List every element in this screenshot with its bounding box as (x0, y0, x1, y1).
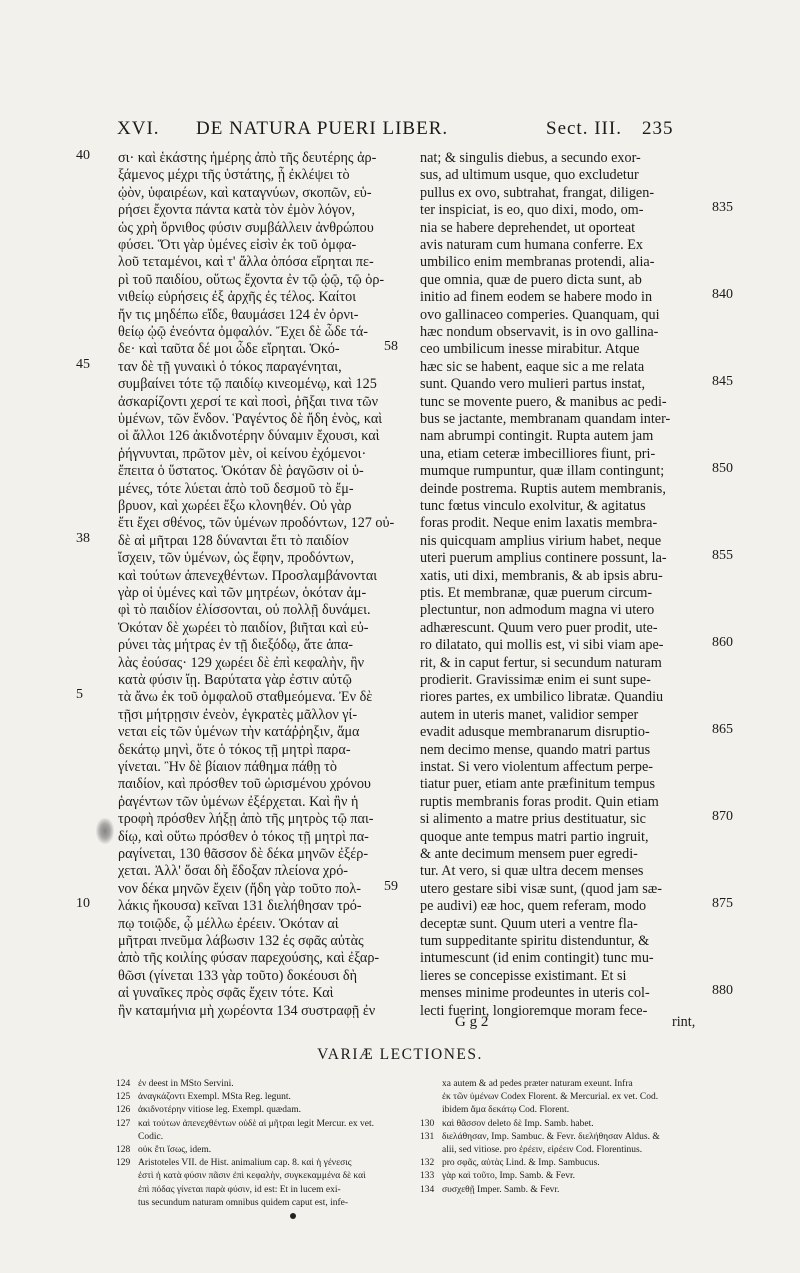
variant-note (420, 1091, 658, 1104)
greek-text-line: δε· καὶ ταῦτα δέ μοι ὧδε εἴρηται. Ὁκό- (118, 341, 340, 358)
latin-text-line: tiatur puer, etiam ante præfinitum tempus (420, 776, 656, 793)
latin-text-line: instat. Si vero violentum affectum perpe- (420, 759, 653, 775)
note-number: 132 (420, 1158, 435, 1169)
latin-text-line: foras prodit. Neque enim laxatis membra- (420, 515, 658, 532)
variant-note (116, 1078, 234, 1091)
latin-text-line: tunc se movente puero, & manibus ac pedi- (420, 393, 667, 410)
latin-text-line: adhærescunt. Quum vero puer prodit, ute- (420, 619, 658, 636)
note-text: ἀκιδνοτέρην vitiose leg. Exempl. quædam. (138, 1105, 301, 1116)
latin-text-line: avis naturam cum humana conferre. Ex (420, 237, 643, 253)
note-text: ibidem ἅμα δεκάτῳ Cod. Florent. (442, 1105, 570, 1116)
latin-text-line: umbilico enim membranas protendi, alia- (420, 254, 655, 271)
greek-text-line: ταν δὲ τῇ γυναικὶ ὁ τόκος παραγένηται, (118, 358, 342, 375)
greek-text-line: ὑμένων, τῶν ἔνδον. Ῥαγέντος δὲ ἤδη ἑνὸς, καὶ (118, 411, 383, 427)
note-number: 133 (420, 1171, 435, 1182)
latin-line-number: 870 (712, 809, 733, 825)
section-marker: 59 (384, 878, 398, 894)
greek-text-line: ρήσει ἔχοντα πάντα κατὰ τὸν ἐμὸν λόγον, (118, 202, 356, 219)
note-text: ἐκ τῶν ὑμένων Codex Florent. & Mercurial. ex vet. Cod. (442, 1092, 659, 1103)
variant-note (420, 1170, 575, 1183)
latin-text-line: autem in uteris manet, validior semper (420, 706, 639, 723)
latin-text-line: ruptis membranis foras prodit. Quin etiam (420, 793, 659, 810)
greek-line-number: 45 (76, 356, 90, 372)
latin-text-line: hæc nondum observavit, is in ovo gallina- (420, 324, 659, 340)
note-number: 124 (116, 1079, 131, 1089)
latin-text-line: plectuntur, non admodum magna vi utero (420, 602, 655, 619)
latin-line-number: 865 (712, 722, 733, 738)
latin-text-line: tur. At vero, si quæ ultra decem menses (420, 863, 644, 880)
note-text: συσχεθῇ Imper. Samb. & Fevr. (442, 1184, 560, 1195)
greek-text-line: ἔπειτα ὁ ὕστατος. Ὁκόταν δὲ ῥαγῶσιν οἱ ὑ- (118, 463, 364, 480)
latin-text-line: una, etiam ceteræ imbecilliores fiunt, pri- (420, 445, 656, 462)
latin-text-line: nam abrumpi contingit. Rupta autem jam (420, 428, 654, 445)
greek-text-line: γίνεται. Ἢν δὲ βίαιον πάθημα πάθῃ τὸ (118, 759, 337, 775)
variant-note (116, 1144, 211, 1157)
latin-text-line: sus, ad ultimum usque, quo excludetur (420, 167, 639, 184)
greek-line-number: 5 (76, 687, 83, 703)
variant-note (116, 1170, 366, 1183)
latin-text-line: que omnia, quæ de puero dicta sunt, ab (420, 271, 642, 288)
note-text: γὰρ καὶ τοῦτο, Imp. Samb. & Fevr. (442, 1171, 575, 1182)
greek-line-number: 40 (76, 148, 90, 163)
variant-note (116, 1157, 352, 1170)
greek-text-line: βρυον, καὶ χωρέει ἔξω κλονηθέν. Οὐ γὰρ (118, 498, 352, 514)
variant-note (420, 1131, 660, 1144)
note-number: 131 (420, 1131, 435, 1142)
latin-text-line: initio ad finem eodem se habere modo in (420, 289, 653, 306)
latin-text-line: quoque ante tempus matri partio ingruit, (420, 828, 649, 845)
note-text: xa autem & ad pedes præter naturam exeunt. Infra (442, 1079, 633, 1089)
latin-text-line: hæc sic se habent, eaque sic a me relata (420, 358, 645, 375)
printer-dot (290, 1213, 296, 1219)
latin-text-line: ter inspiciat, is eo, quo dixi, modo, om- (420, 202, 644, 219)
greek-text-line: τροφὴ πρόσθεν λήξῃ ἀπὸ τῆς μητρὸς τῷ παι- (118, 811, 374, 828)
latin-text-line: tum suppeditante spiritu distenduntur, & (420, 933, 650, 949)
greek-text-line: αἱ γυναῖκες πρὸς σφᾶς ἔχειν τότε. Καὶ (118, 985, 334, 1002)
greek-text-line: φὶ τὸ παιδίον ἐλίσσονται, οὐ πολλῇ δυνάμει. (118, 602, 371, 619)
latin-text-line: intumescunt (id enim contingit) tunc mu- (420, 950, 654, 967)
latin-text-line: utero gestare sibi visæ sunt, (quod jam sæ- (420, 880, 662, 897)
greek-text-line: ραγίνεται, 130 θᾶσσον δὲ δέκα μηνῶν ἐξέρ- (118, 846, 369, 862)
latin-text-line: ptis. Et membranæ, quæ puerum circum- (420, 585, 653, 601)
note-number: 127 (116, 1118, 131, 1129)
variant-note (116, 1091, 291, 1104)
greek-text-line: δίῳ, καὶ οὕτω πρόσθεν ὁ τόκος τῇ μητρὶ πα- (118, 828, 369, 845)
greek-text-line: φύσει. Ὅτι γὰρ ὑμένες εἰσὶν ἐκ τοῦ ὀμφα- (118, 237, 357, 253)
variant-note (420, 1157, 600, 1170)
greek-text-line: λὰς ἐούσας· 129 χωρέει δὲ ἐπὶ κεφαλὴν, ἢν (118, 654, 365, 671)
variant-note (420, 1118, 594, 1131)
latin-text-line: deceptæ sunt. Quum uteri a ventre fla- (420, 915, 638, 932)
page-title: DE NATURA PUERI LIBER. (196, 118, 449, 139)
latin-text-line: nat; & singulis diebus, a secundo exor- (420, 150, 641, 166)
greek-text-line: τὰ ἄνω ἐκ τοῦ ὀμφαλοῦ σταθμεόμενα. Ἐν δὲ (118, 689, 373, 706)
latin-line-number: 880 (712, 983, 733, 999)
latin-line-number: 850 (712, 461, 733, 477)
greek-text-line: μένες, τότε λύεται ἀπὸ τοῦ δεσμοῦ τὸ ἔμ- (118, 480, 354, 497)
note-number: 125 (116, 1092, 131, 1103)
greek-text-line: συμβαίνει τότε τῷ παιδίῳ κινεομένῳ, καὶ 125 (118, 376, 377, 393)
greek-text-line: λάκις ἤκουσα) κεῖναι 131 διελήθησαν τρό- (118, 898, 362, 915)
greek-text-line: ἢν καταμήνια μὴ χωρέοντα 134 συστραφῇ ἐν (118, 1002, 376, 1019)
greek-text-line: νεται εἰς τῶν ὑμένων τὴν κατάῤῥηξιν, ἅμα (118, 724, 360, 741)
variant-note (116, 1184, 341, 1197)
latin-text-line: deinde postrema. Ruptis autem membranis, (420, 480, 666, 497)
latin-text-line: uteri puerum amplius continere possunt, la- (420, 550, 667, 567)
greek-text-line: ἀπὸ τῆς κοιλίης φύσαν παρεχούσης, καὶ ἐξαρ- (118, 950, 380, 967)
variant-note (116, 1118, 374, 1131)
greek-text-line: θῶσι (γίνεται 133 γὰρ τοῦτο) δοκέουσι δὴ (118, 967, 357, 984)
greek-text-line: καὶ τούτων ἀπενεχθέντων. Προσλαμβάνονται (118, 567, 378, 584)
note-text: ἐπὶ πόδας γίνεται παρὰ φύσιν, id est: Et in lucem exi- (138, 1184, 341, 1195)
note-number: 130 (420, 1118, 435, 1129)
latin-line-number: 840 (712, 287, 733, 303)
latin-line-number: 855 (712, 548, 733, 564)
chapter-number: XVI. (117, 118, 160, 139)
note-text: alii, sed vitiose. pro ἐρέειν, εἰρέειν Cod. Florentinus. (442, 1145, 643, 1155)
greek-text-line: κατὰ φύσιν ἴῃ. Βαρύτατα γὰρ ἐστιν αὐτῷ (118, 672, 352, 688)
latin-text-line: prodierit. Gravissimæ enim ei sunt supe- (420, 672, 651, 688)
page-number: 235 (642, 118, 674, 139)
greek-text-line: γὰρ οἱ ὑμένες καὶ τῶν μητρέων, ὁκόταν ἀμ- (118, 585, 367, 601)
latin-text-line: mumque rumpuntur, quæ illam contingunt; (420, 463, 665, 480)
variae-lectiones-heading: VARIÆ LECTIONES. (317, 1046, 483, 1063)
variant-note (116, 1197, 348, 1210)
latin-text-line: menses minime prodeuntes in uteris col- (420, 985, 650, 1002)
greek-text-line: νον δέκα μηνῶν ἔχειν (ἤδη γὰρ τοῦτο πολ- (118, 880, 361, 897)
greek-text-line: ῥαγέντων τῶν ὑμένων ἐξέρχεται. Καὶ ἢν ἡ (118, 793, 359, 810)
note-number: 128 (116, 1145, 131, 1155)
catchword: rint, (672, 1014, 696, 1030)
latin-text-line: bus se jactante, membranam quandam inter- (420, 411, 671, 427)
greek-text-line: ἤν τις μηδέπω εἴδε, θαυμάσει 124 ἐν ὀρνι- (118, 306, 359, 323)
latin-text-line: sunt. Quando vero mulieri partus instat, (420, 376, 645, 393)
latin-line-number: 845 (712, 374, 733, 390)
ink-smudge (96, 818, 114, 844)
latin-text-line: riores partes, ex umbilico libratæ. Quandiu (420, 689, 664, 706)
signature-mark: G g 2 (455, 1014, 489, 1030)
variant-note (116, 1131, 163, 1144)
variant-note (420, 1144, 642, 1157)
greek-text-line: οἱ ἄλλοι 126 ἀκιδνοτέρην δύναμιν ἔχουσι, καὶ (118, 428, 380, 445)
variant-note (420, 1078, 633, 1091)
note-number: 129 (116, 1158, 131, 1169)
running-head (0, 118, 800, 142)
latin-text-line: & ante decimum mensem puer egredi- (420, 846, 638, 862)
greek-text-line: ἔτι ἔχει σθένος, τῶν ὑμένων προδόντων, 127 οὐ- (118, 515, 395, 532)
latin-text-line: ro dilatato, qui mollis est, vi sibi viam ape- (420, 637, 664, 654)
greek-text-line: τῇσι μήτρῃσιν ἐνεὸν, ἐγκρατὲς μᾶλλον γί- (118, 706, 358, 723)
greek-text-line: παιδίον, καὶ πρόσθεν τοῦ ὡρισμένου χρόνου (118, 776, 371, 793)
section-label: Sect. III. (546, 118, 622, 139)
note-text: καὶ θᾶσσον deleto δὲ Imp. Samb. habet. (442, 1118, 594, 1129)
greek-text-line: μῆτραι πνεῦμα λάβωσιν 132 ἐς σφᾶς αὐτὰς (118, 933, 364, 949)
note-text: Codic. (138, 1131, 164, 1142)
note-text: tus secundum naturam omnibus quidem caput est, infe- (138, 1197, 349, 1208)
note-text: καὶ τούτων ἀπενεχθέντων οὐδὲ αἱ μῆτραι legit Mercur. ex vet. (138, 1118, 374, 1129)
greek-text-line: χεται. Ἀλλ' ὅσαι δὴ ἔδοξαν πλείονα χρό- (118, 863, 349, 880)
greek-text-line: ἀσκαρίζοντι χερσί τε καὶ ποσὶ, ῥῆξαι τινα τῶν (118, 393, 379, 410)
greek-text-line: ρύνει τὰς μήτρας ἐν τῇ διεξόδῳ, ἅτε ἁπα- (118, 637, 353, 654)
greek-line-number: 10 (76, 896, 90, 912)
latin-line-number: 875 (712, 896, 733, 912)
latin-text-line: nia se habere deprehendet, ut oporteat (420, 219, 636, 236)
greek-text-line: ξάμενος μέχρι τῆς ὑστάτης, ᾗ ἐκλέψει τὸ (118, 167, 350, 184)
latin-text-line: si alimento a matre prius destituatur, sic (420, 811, 646, 828)
latin-text-line: ovo gallinaceo comperies. Quanquam, qui (420, 306, 660, 323)
greek-text-line: ῥήγνυνται, πρῶτον μὲν, οἱ κείνου ἐχόμενοι· (118, 445, 367, 462)
latin-line-number: 860 (712, 635, 733, 651)
greek-text-line: δὲ αἱ μῆτραι 128 δύνανται ἔτι τὸ παιδίον (118, 532, 349, 549)
note-text: οὐκ ἔτι ἴσως, idem. (138, 1145, 212, 1155)
latin-text-line: lieres se concepisse existimant. Et si (420, 967, 627, 984)
greek-text-line: ὡς χρὴ ὄρνιθος φύσιν συμβάλλειν ἀνθρώπου (118, 219, 374, 236)
variant-note (420, 1184, 559, 1197)
variant-note (116, 1104, 301, 1117)
greek-text-line: νιθείῳ εὑρήσεις ἐξ ἀρχῆς ἐς τέλος. Καίτοι (118, 289, 357, 306)
latin-line-number: 835 (712, 200, 733, 216)
note-text: ἀναγκάζοντι Exempl. MSta Reg. legunt. (138, 1092, 291, 1103)
latin-text-line: rit, & in caput fertur, si secundum naturam (420, 654, 662, 671)
note-number: 126 (116, 1105, 131, 1116)
latin-text-line: xatis, uti dixi, membranis, & ab ipsis abru- (420, 567, 663, 584)
greek-text-line: σι· καὶ ἑκάστης ἡμέρης ἀπὸ τῆς δευτέρης ἀρ- (118, 150, 377, 166)
greek-text-line: πῳ τοιῷδε, ᾧ μέλλω ἐρέειν. Ὁκόταν αἱ (118, 915, 339, 932)
section-marker: 58 (384, 339, 398, 355)
latin-text-line: evadit adusque membranarum disruptio- (420, 724, 650, 741)
note-text: Aristoteles VII. de Hist. animalium cap. 8. καὶ ἡ γένεσις (138, 1158, 352, 1169)
note-number: 134 (420, 1184, 435, 1195)
note-text: ἐν deest in MSto Servini. (138, 1079, 234, 1089)
greek-text-line: λοῦ τεταμένοι, καὶ τ' ἄλλα ὁπόσα εἴρηται πε- (118, 254, 374, 271)
greek-text-line: δεκάτῳ μηνὶ, ὅτε ὁ τόκος τῇ μητρὶ παρα- (118, 741, 351, 758)
latin-text-line: tunc fœtus vinculo exolvitur, & agitatus (420, 498, 646, 514)
latin-text-line: nis quicquam amplius virium habet, neque (420, 532, 662, 549)
note-text: pro σφᾶς, αὐτὰς Lind. & Imp. Sambucus. (442, 1158, 600, 1169)
greek-text-line: Ὁκόταν δὲ χωρέει τὸ παιδίον, βιῆται καὶ εὐ- (118, 619, 369, 636)
latin-text-line: nem decimo mense, quando matri partus (420, 741, 651, 758)
latin-text-line: ceo umbilicum inesse mirabitur. Atque (420, 341, 640, 358)
latin-text-line: pullus ex ovo, subtrahat, frangat, diligen- (420, 184, 655, 201)
note-text: διελάθησαν, Imp. Sambuc. & Fevr. διελήθησαν Aldus. & (442, 1131, 660, 1142)
latin-text-line: pe audivi) eæ hoc, quem referam, modo (420, 898, 647, 915)
latin-text-line: lecti fuerint, longioremque moram fece- (420, 1002, 648, 1019)
greek-text-line: θείῳ ᾠῷ ἐνεόντα ὀμφαλόν. Ἔχει δὲ ὧδε τά- (118, 324, 369, 340)
greek-text-line: ρὶ τοῦ παιδίου, οὕτως ἔχοντα ἐν τῷ ᾠῷ, τῷ ὀρ- (118, 271, 385, 288)
greek-text-line: ἴσχειν, τῶν ὑμένων, ὡς ἔφην, προδόντων, (118, 550, 355, 567)
greek-line-number: 38 (76, 530, 90, 546)
greek-text-line: ᾠὸν, ὑφαιρέων, καὶ καταγνύων, σκοπῶν, εὑ- (118, 184, 372, 201)
variant-note (420, 1104, 569, 1117)
note-text: ἐστὶ ἡ κατὰ φύσιν πᾶσιν ἐπὶ κεφαλὴν, συγκεκαμμένα δὲ καὶ (138, 1171, 366, 1182)
